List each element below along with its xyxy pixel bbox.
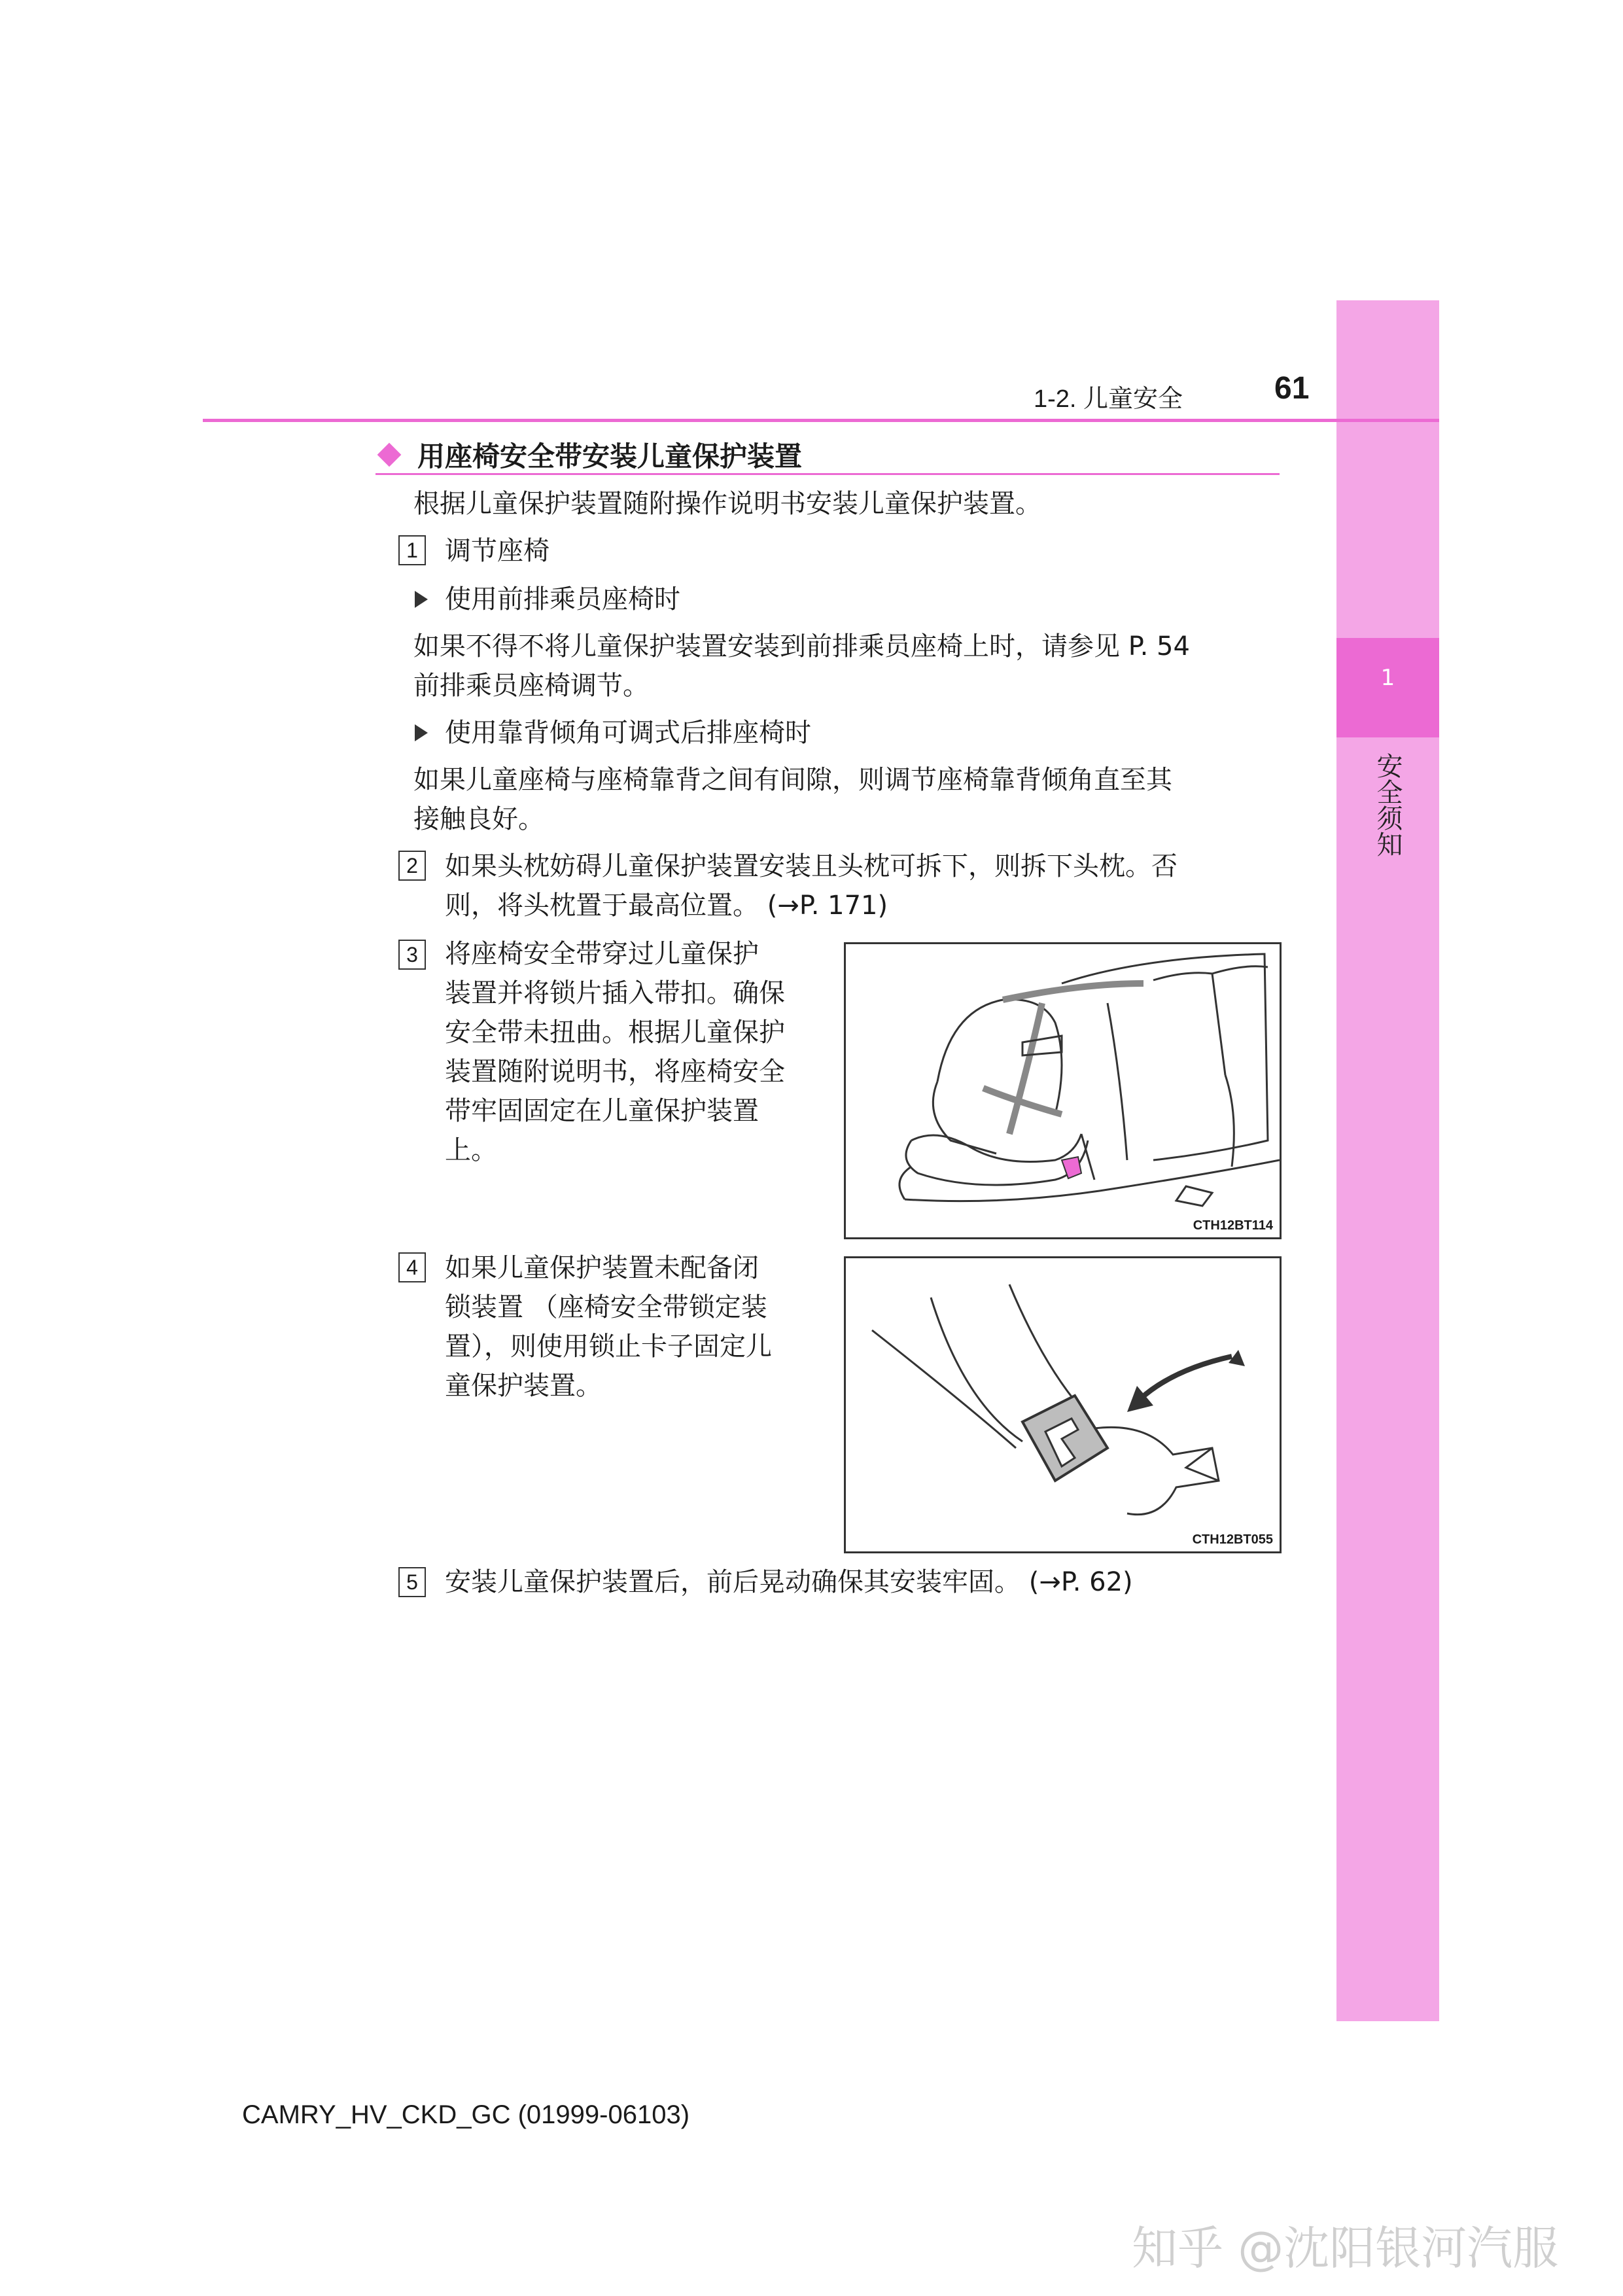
chapter-title: 安全须知 bbox=[1372, 752, 1403, 857]
step-2-line-2: 则，将头枕置于最高位置。 (→P. 171) bbox=[445, 891, 888, 921]
document-footer-code: CAMRY_HV_CKD_GC (01999-06103) bbox=[242, 2100, 690, 2129]
step-3-line-6: 上。 bbox=[445, 1135, 497, 1165]
step-3-line-1: 将座椅安全带穿过儿童保护 bbox=[445, 939, 759, 969]
step-5-number: 5 bbox=[398, 1567, 426, 1597]
diamond-bullet-icon bbox=[377, 443, 402, 467]
step-1-sub-2-label: 使用靠背倾角可调式后排座椅时 bbox=[445, 718, 811, 748]
figure-code: CTH12BT114 bbox=[1193, 1218, 1273, 1233]
locking-clip-drawing bbox=[846, 1258, 1280, 1551]
figure-code: CTH12BT055 bbox=[1192, 1532, 1273, 1547]
step-3-number: 3 bbox=[398, 940, 426, 970]
step-4-line-1: 如果儿童保护装置未配备闭 bbox=[445, 1253, 759, 1283]
step-5-line-1: 安装儿童保护装置后，前后晃动确保其安装牢固。 (→P. 62) bbox=[445, 1567, 1133, 1597]
header-section-title: 1-2. 儿童安全 bbox=[1034, 385, 1183, 413]
header-rule bbox=[203, 419, 1439, 422]
triangle-bullet-icon bbox=[415, 591, 428, 608]
step-1-number: 1 bbox=[398, 535, 426, 565]
step-1-sub-1-line-1: 如果不得不将儿童保护装置安装到前排乘员座椅上时，请参见 P. 54 bbox=[413, 631, 1190, 662]
step-4-line-2: 锁装置 （座椅安全带锁定装 bbox=[445, 1292, 767, 1322]
step-1-sub-2-line-1: 如果儿童座椅与座椅靠背之间有间隙，则调节座椅靠背倾角直至其 bbox=[413, 765, 1172, 795]
intro-text: 根据儿童保护装置随附操作说明书安装儿童保护装置。 bbox=[413, 489, 1041, 519]
triangle-bullet-icon bbox=[415, 724, 428, 741]
step-1-title: 调节座椅 bbox=[445, 536, 550, 566]
chapter-number: 1 bbox=[1380, 665, 1395, 691]
locking-clip-illustration bbox=[844, 1256, 1282, 1553]
step-4-line-4: 童保护装置。 bbox=[445, 1371, 602, 1401]
step-1-sub-1-label: 使用前排乘员座椅时 bbox=[445, 584, 680, 614]
section-heading bbox=[375, 435, 802, 474]
step-1-sub-2-line-2: 接触良好。 bbox=[413, 804, 544, 834]
heading-rule bbox=[375, 473, 1280, 475]
step-3-line-3: 安全带未扭曲。根据儿童保护 bbox=[445, 1017, 785, 1048]
step-2-line-1: 如果头枕妨碍儿童保护装置安装且头枕可拆下，则拆下头枕。否 bbox=[445, 851, 1178, 881]
step-3-line-4: 装置随附说明书，将座椅安全 bbox=[445, 1057, 785, 1087]
step-3-line-5: 带牢固固定在儿童保护装置 bbox=[445, 1096, 759, 1126]
chapter-side-tab bbox=[1336, 300, 1439, 2021]
page-number: 61 bbox=[1274, 371, 1310, 406]
child-seat-drawing bbox=[846, 944, 1280, 1237]
watermark: 知乎 @沈阳银河汽服 bbox=[1132, 2221, 1559, 2275]
section-heading-text: 用座椅安全带安装儿童保护装置 bbox=[417, 440, 803, 472]
step-4-number: 4 bbox=[398, 1252, 426, 1282]
step-2-number: 2 bbox=[398, 851, 426, 881]
step-3-line-2: 装置并将锁片插入带扣。确保 bbox=[445, 978, 785, 1008]
step-1-sub-1-line-2: 前排乘员座椅调节。 bbox=[413, 671, 649, 701]
child-seat-illustration bbox=[844, 942, 1282, 1239]
step-4-line-3: 置），则使用锁止卡子固定儿 bbox=[445, 1332, 772, 1362]
